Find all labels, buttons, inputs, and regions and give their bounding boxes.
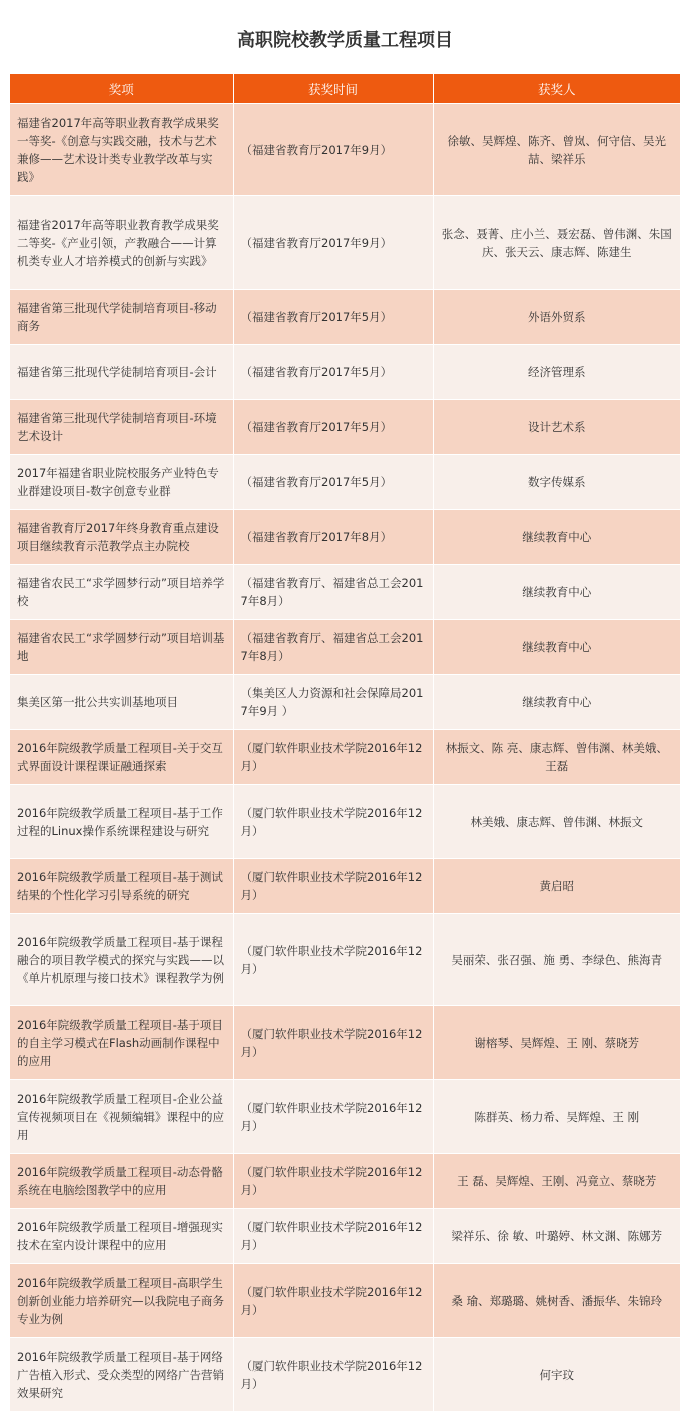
table-row [10, 785, 680, 859]
table-row [10, 859, 680, 914]
time-cell: （福建省教育厅2017年5月） [233, 400, 433, 455]
people-cell: 林美娥、康志辉、曾伟渊、林振文 [433, 785, 680, 859]
header-people: 获奖人 [433, 74, 680, 104]
time-cell: （厦门软件职业技术学院2016年12月） [233, 1264, 433, 1338]
people-cell: 继续教育中心 [433, 565, 680, 620]
table-row [10, 104, 680, 196]
people-cell: 黄启昭 [433, 859, 680, 914]
table-row [10, 1264, 680, 1338]
people-cell: 徐敏、吴辉煌、陈齐、曾岚、何守信、吴光喆、梁祥乐 [433, 104, 680, 196]
people-cell: 何宇玟 [433, 1338, 680, 1412]
time-cell: （集美区人力资源和社会保障局2017年9月 ） [233, 675, 433, 730]
time-cell: （厦门软件职业技术学院2016年12月） [233, 1209, 433, 1264]
people-cell: 林振文、陈 亮、康志辉、曾伟渊、林美娥、王磊 [433, 730, 680, 785]
award-cell: 2017年福建省职业院校服务产业特色专业群建设项目-数字创意专业群 [10, 455, 233, 510]
table-header-row [10, 74, 680, 104]
award-cell: 集美区第一批公共实训基地项目 [10, 675, 233, 730]
award-cell: 2016年院级教学质量工程项目-基于工作过程的Linux操作系统课程建设与研究 [10, 785, 233, 859]
award-cell: 2016年院级教学质量工程项目-高职学生创新创业能力培养研究—以我院电子商务专业为例 [10, 1264, 233, 1338]
table-row [10, 620, 680, 675]
award-cell: 福建省农民工“求学圆梦行动”项目培养学校 [10, 565, 233, 620]
people-cell: 梁祥乐、徐 敏、叶璐婷、林文渊、陈娜芳 [433, 1209, 680, 1264]
people-cell: 谢榕琴、吴辉煌、王 刚、蔡晓芳 [433, 1006, 680, 1080]
table-row [10, 290, 680, 345]
table-row [10, 196, 680, 290]
award-cell: 福建省2017年高等职业教育教学成果奖一等奖-《创意与实践交融，技术与艺术兼修——艺术设计类专业教学改革与实践》 [10, 104, 233, 196]
time-cell: （福建省教育厅、福建省总工会2017年8月） [233, 565, 433, 620]
people-cell: 设计艺术系 [433, 400, 680, 455]
people-cell: 经济管理系 [433, 345, 680, 400]
table-row [10, 730, 680, 785]
time-cell: （厦门软件职业技术学院2016年12月） [233, 785, 433, 859]
people-cell: 王 磊、吴辉煌、王刚、冯竟立、蔡晓芳 [433, 1154, 680, 1209]
people-cell: 吴丽荣、张召强、施 勇、李绿色、熊海青 [433, 914, 680, 1006]
time-cell: （厦门软件职业技术学院2016年12月） [233, 1080, 433, 1154]
award-cell: 2016年院级教学质量工程项目-基于网络广告植入形式、受众类型的网络广告营销效果研究 [10, 1338, 233, 1412]
people-cell: 继续教育中心 [433, 675, 680, 730]
award-cell: 2016年院级教学质量工程项目-基于项目的自主学习模式在Flash动画制作课程中的应用 [10, 1006, 233, 1080]
award-cell: 福建省农民工“求学圆梦行动”项目培训基地 [10, 620, 233, 675]
time-cell: （福建省教育厅、福建省总工会2017年8月） [233, 620, 433, 675]
time-cell: （福建省教育厅2017年9月） [233, 104, 433, 196]
table-row [10, 1338, 680, 1412]
awards-table [10, 74, 680, 1412]
time-cell: （福建省教育厅2017年8月） [233, 510, 433, 565]
award-cell: 2016年院级教学质量工程项目-关于交互式界面设计课程课证融通探索 [10, 730, 233, 785]
award-cell: 2016年院级教学质量工程项目-增强现实技术在室内设计课程中的应用 [10, 1209, 233, 1264]
people-cell: 继续教育中心 [433, 620, 680, 675]
award-cell: 2016年院级教学质量工程项目-动态骨骼系统在电脑绘图教学中的应用 [10, 1154, 233, 1209]
table-body [10, 104, 680, 1412]
people-cell: 数字传媒系 [433, 455, 680, 510]
award-cell: 福建省2017年高等职业教育教学成果奖二等奖-《产业引领，产教融合——计算机类专业人才培养模式的创新与实践》 [10, 196, 233, 290]
table-row [10, 400, 680, 455]
time-cell: （福建省教育厅2017年5月） [233, 290, 433, 345]
time-cell: （福建省教育厅2017年5月） [233, 345, 433, 400]
award-cell: 2016年院级教学质量工程项目-基于测试结果的个性化学习引导系统的研究 [10, 859, 233, 914]
table-row [10, 914, 680, 1006]
people-cell: 外语外贸系 [433, 290, 680, 345]
time-cell: （福建省教育厅2017年5月） [233, 455, 433, 510]
award-cell: 福建省教育厅2017年终身教育重点建设项目继续教育示范教学点主办院校 [10, 510, 233, 565]
people-cell: 陈群英、杨力希、吴辉煌、王 刚 [433, 1080, 680, 1154]
time-cell: （厦门软件职业技术学院2016年12月） [233, 730, 433, 785]
award-cell: 福建省第三批现代学徒制培育项目-移动商务 [10, 290, 233, 345]
table-row [10, 345, 680, 400]
award-cell: 2016年院级教学质量工程项目-企业公益宣传视频项目在《视频编辑》课程中的应用 [10, 1080, 233, 1154]
time-cell: （福建省教育厅2017年9月） [233, 196, 433, 290]
award-cell: 2016年院级教学质量工程项目-基于课程融合的项目教学模式的探究与实践——以《单片机原理与接口技术》课程教学为例 [10, 914, 233, 1006]
award-cell: 福建省第三批现代学徒制培育项目-会计 [10, 345, 233, 400]
page-title: 高职院校教学质量工程项目 [237, 30, 453, 51]
table-row [10, 1080, 680, 1154]
table-row [10, 1209, 680, 1264]
people-cell: 张念、聂菁、庄小兰、聂宏磊、曾伟渊、朱国庆、张天云、康志辉、陈建生 [433, 196, 680, 290]
time-cell: （厦门软件职业技术学院2016年12月） [233, 1006, 433, 1080]
table-row [10, 565, 680, 620]
people-cell: 继续教育中心 [433, 510, 680, 565]
table-row [10, 1006, 680, 1080]
time-cell: （厦门软件职业技术学院2016年12月） [233, 914, 433, 1006]
people-cell: 桑 瑜、郑璐璐、姚树香、潘振华、朱锦玲 [433, 1264, 680, 1338]
header-time: 获奖时间 [233, 74, 433, 104]
time-cell: （厦门软件职业技术学院2016年12月） [233, 1338, 433, 1412]
table-row [10, 510, 680, 565]
time-cell: （厦门软件职业技术学院2016年12月） [233, 859, 433, 914]
award-cell: 福建省第三批现代学徒制培育项目-环境艺术设计 [10, 400, 233, 455]
table-row [10, 675, 680, 730]
table-row [10, 455, 680, 510]
time-cell: （厦门软件职业技术学院2016年12月） [233, 1154, 433, 1209]
header-award: 奖项 [10, 74, 233, 104]
table-row [10, 1154, 680, 1209]
